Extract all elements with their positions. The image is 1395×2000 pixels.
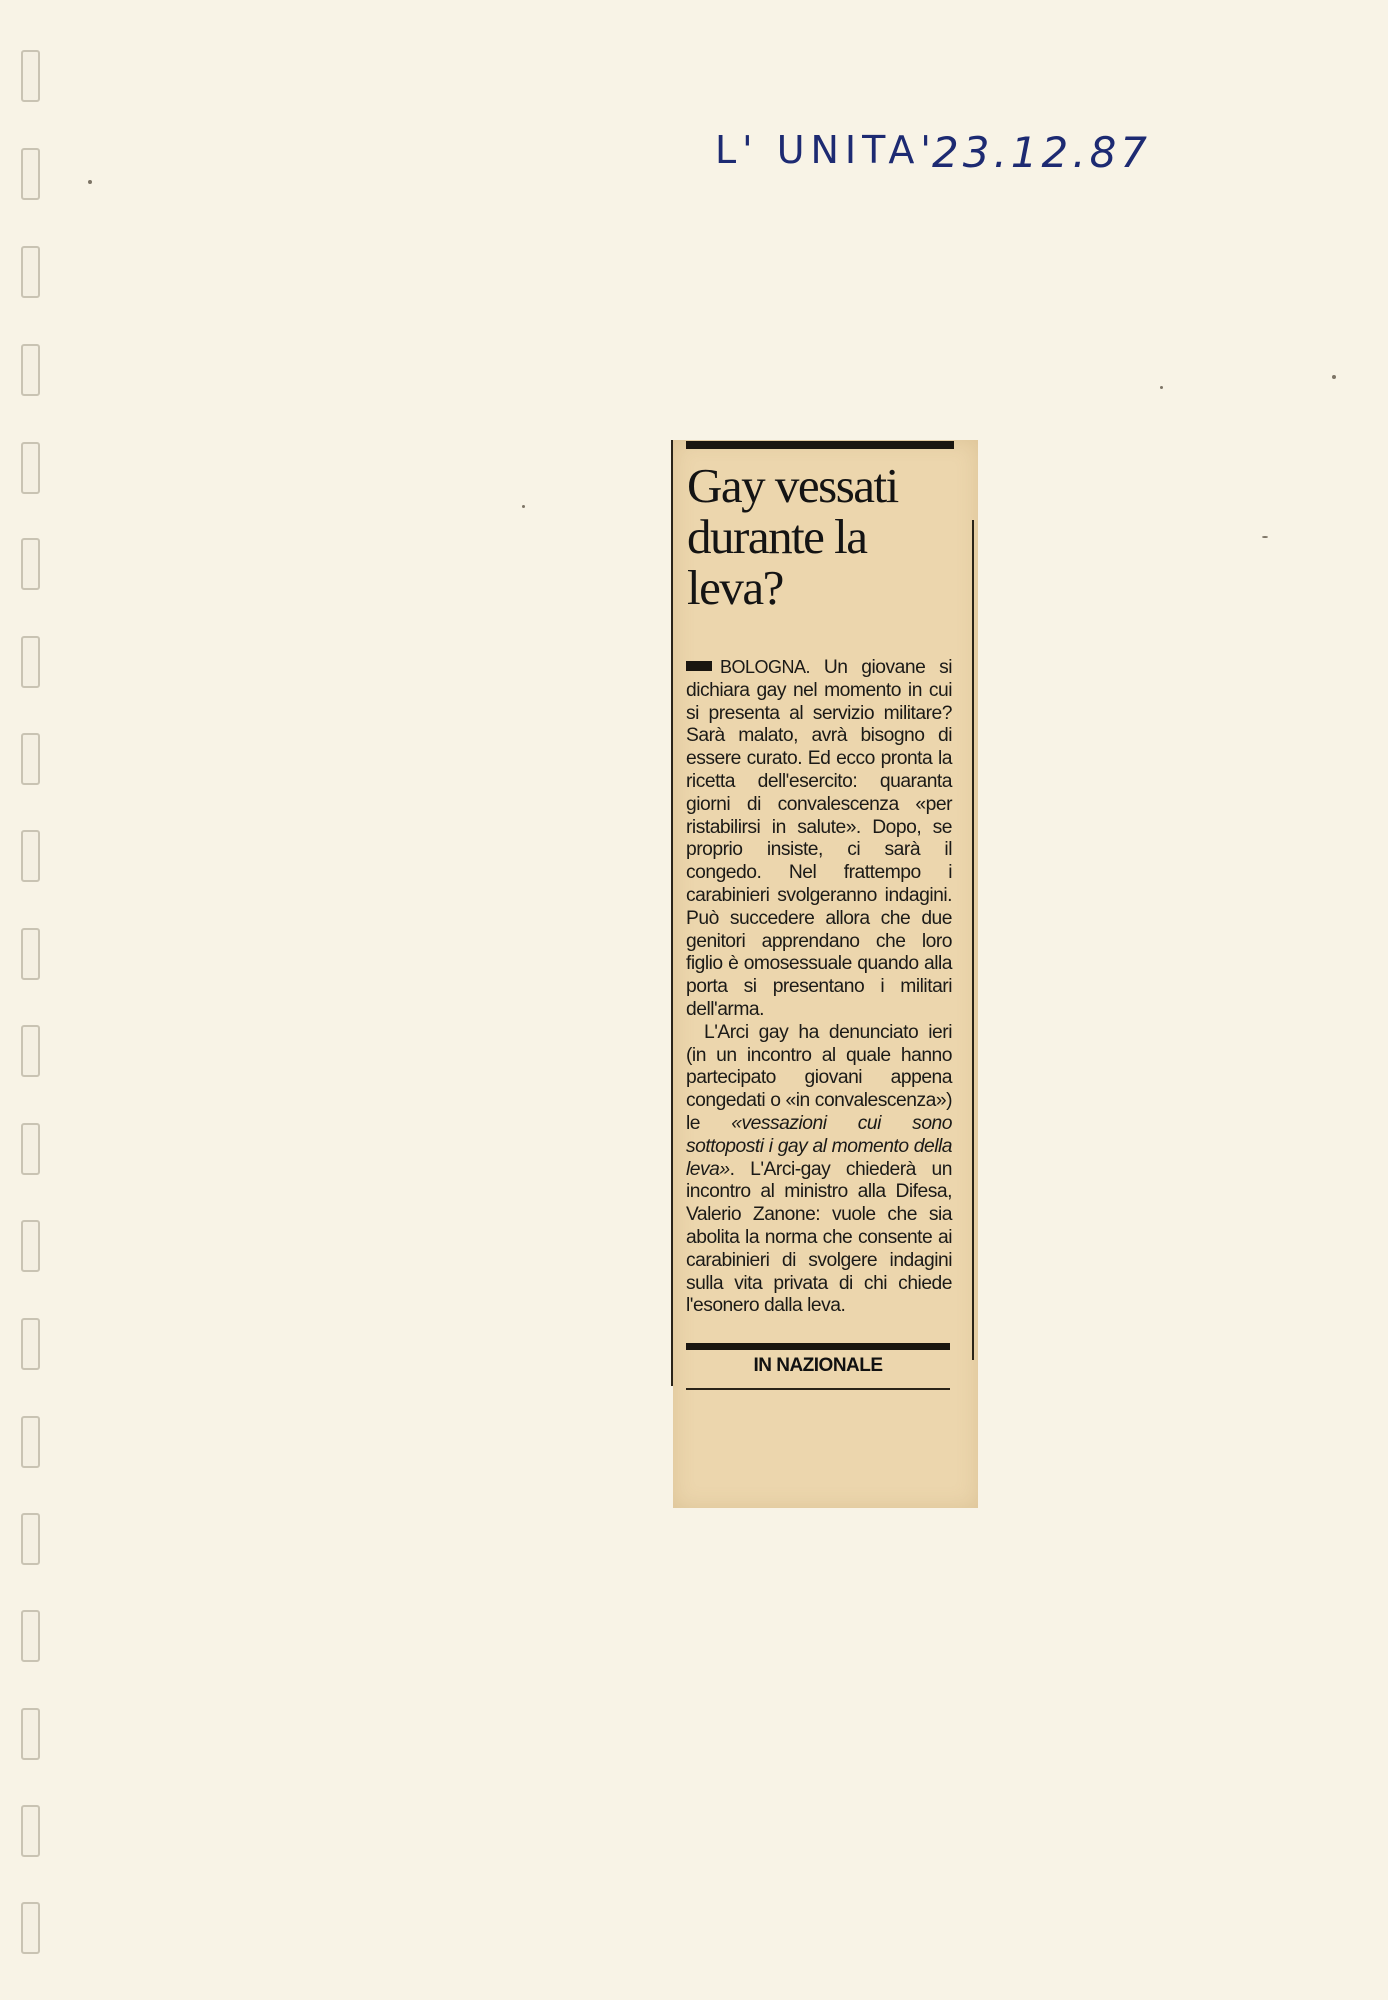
paragraph-text: L'Arci gay ha denunciato ieri (in un incontro al quale hanno partecipato giovani appena congedati o «in convalescenza») le (686, 1021, 952, 1134)
binder-hole (21, 50, 40, 102)
binder-hole (21, 148, 40, 200)
handwritten-source: L' UNITA' (715, 128, 937, 172)
article-headline: Gay vessati durante la leva? (687, 458, 898, 615)
quoted-text: «vessazioni cui sono sottoposti i gay al momento della leva» (686, 1112, 952, 1180)
thin-rule (686, 1388, 950, 1390)
binder-hole (21, 928, 40, 980)
dust-speck (522, 505, 525, 508)
binder-hole (21, 246, 40, 298)
binder-hole (21, 1513, 40, 1565)
dust-speck (1160, 386, 1163, 389)
binder-hole (21, 1902, 40, 1954)
binder-hole (21, 538, 40, 590)
binder-hole (21, 1318, 40, 1370)
binder-hole (21, 1708, 40, 1760)
article-body (686, 656, 952, 1318)
binder-hole (21, 442, 40, 494)
binder-hole (21, 1805, 40, 1857)
section-label: IN NAZIONALE (753, 1355, 883, 1376)
column-rule-left (671, 440, 673, 1386)
binder-hole (21, 344, 40, 396)
dust-speck (1262, 536, 1268, 538)
dust-speck (1332, 375, 1336, 379)
binder-hole (21, 636, 40, 688)
article-paragraph (686, 1022, 952, 1318)
binder-hole (21, 1610, 40, 1662)
column-rule-right (972, 520, 974, 1360)
paragraph-text: Un giovane si dichiara gay nel momento in cui si presenta al servizio militare? Sarà malato, avrà bisogno di essere curato. Ed ecco pronta la ricetta dell'esercito: quaranta giorni di convalescenza «per ristabilirsi in salute». Dopo, se proprio insiste, ci sarà il congedo. Nel frattempo i carabinieri svolgeranno indagini. Può succedere allora che due genitori apprendano che loro figlio è omosessuale quando alla porta si presentano i militari dell'arma. (686, 657, 953, 1020)
page-edge (1388, 0, 1395, 2000)
dateline-marker (686, 661, 712, 671)
binder-hole (21, 830, 40, 882)
article-paragraph (686, 656, 952, 1022)
handwritten-date: 23.12.87 (932, 128, 1152, 177)
paragraph-text: . L'Arci-gay chiederà un incontro al ministro alla Difesa, Valerio Zanone: vuole che sia abolita la norma che consente ai carabinieri di svolgere indagini sulla vita privata di chi chiede l'esonero dalla leva. (686, 1158, 952, 1317)
binder-hole (21, 733, 40, 785)
top-rule (686, 441, 954, 449)
bottom-rule (686, 1343, 950, 1350)
binder-hole (21, 1123, 40, 1175)
article-dateline: BOLOGNA. (720, 657, 811, 677)
binder-hole (21, 1220, 40, 1272)
binder-hole (21, 1416, 40, 1468)
binder-hole (21, 1025, 40, 1077)
dust-speck (88, 180, 92, 184)
